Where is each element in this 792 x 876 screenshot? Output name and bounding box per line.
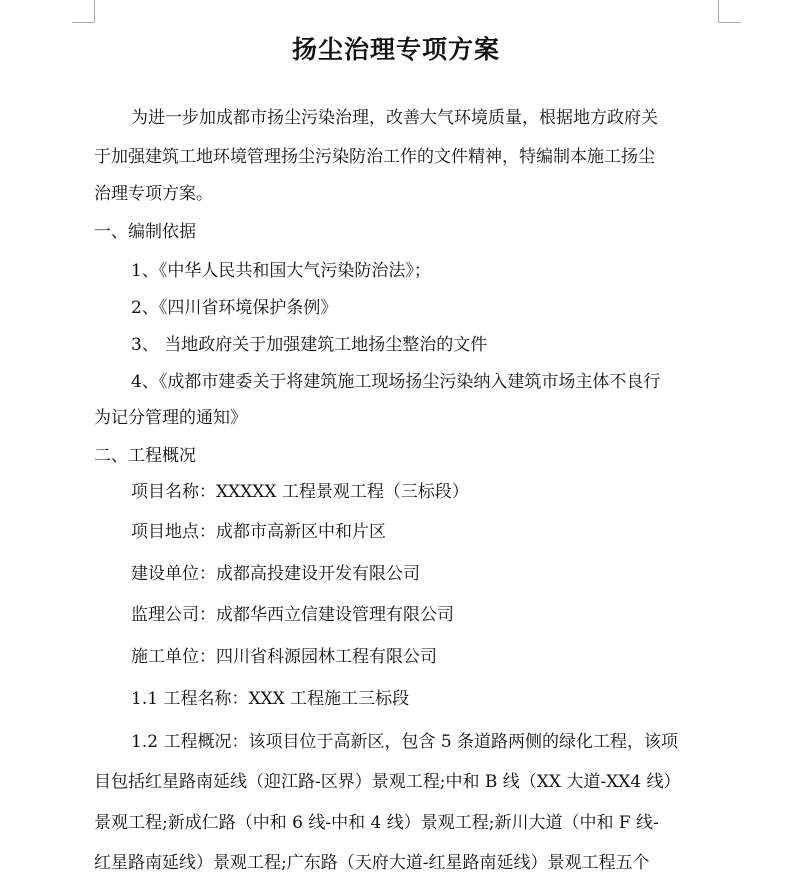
list-item: 3、 当地政府关于加强建筑工地扬尘整治的文件 (131, 335, 488, 355)
info-line: 施工单位：四川省科源园林工程有限公司 (131, 647, 437, 667)
paragraph-line: 为进一步加成都市扬尘污染治理，改善大气环境质量，根据地方政府关 (131, 108, 658, 128)
info-line: 项目地点：成都市高新区中和片区 (131, 522, 386, 542)
page-corner-mark-right (718, 0, 741, 23)
page-corner-mark-left (72, 0, 95, 23)
section-heading: 二、工程概况 (94, 446, 196, 466)
info-line: 监理公司：成都华西立信建设管理有限公司 (131, 605, 454, 625)
paragraph-line: 目包括红星路南延线（迎江路-区界）景观工程;中和 B 线（XX 大道-XX4 线） (94, 772, 681, 792)
list-item: 1、《中华人民共和国大气污染防治法》； (131, 261, 431, 281)
paragraph-line: 治理专项方案。 (94, 184, 213, 204)
info-line: 建设单位：成都高投建设开发有限公司 (131, 564, 420, 584)
document-title: 扬尘治理专项方案 (291, 35, 500, 64)
paragraph-line: 于加强建筑工地环境管理扬尘污染防治工作的文件精神，特编制本施工扬尘 (94, 147, 655, 167)
info-line: 1.1 工程名称：XXX 工程施工三标段 (131, 689, 410, 709)
paragraph-line: 1.2 工程概况：该项目位于高新区，包含 5 条道路两侧的绿化工程，该项 (131, 732, 679, 752)
info-line: 项目名称：XXXXX 工程景观工程（三标段） (131, 482, 469, 502)
section-heading: 一、编制依据 (94, 222, 196, 242)
paragraph-line: 景观工程;新成仁路（中和 6 线-中和 4 线）景观工程;新川大道（中和 F 线- (94, 813, 659, 833)
list-item: 2、《四川省环境保护条例》 (131, 298, 338, 318)
list-item: 4、《成都市建委关于将建筑施工现场扬尘污染纳入建筑市场主体不良行 (131, 372, 661, 392)
list-item-continued: 为记分管理的通知》 (94, 408, 247, 428)
paragraph-line: 红星路南延线）景观工程;广东路（天府大道-红星路南延线）景观工程五个 (94, 853, 650, 873)
